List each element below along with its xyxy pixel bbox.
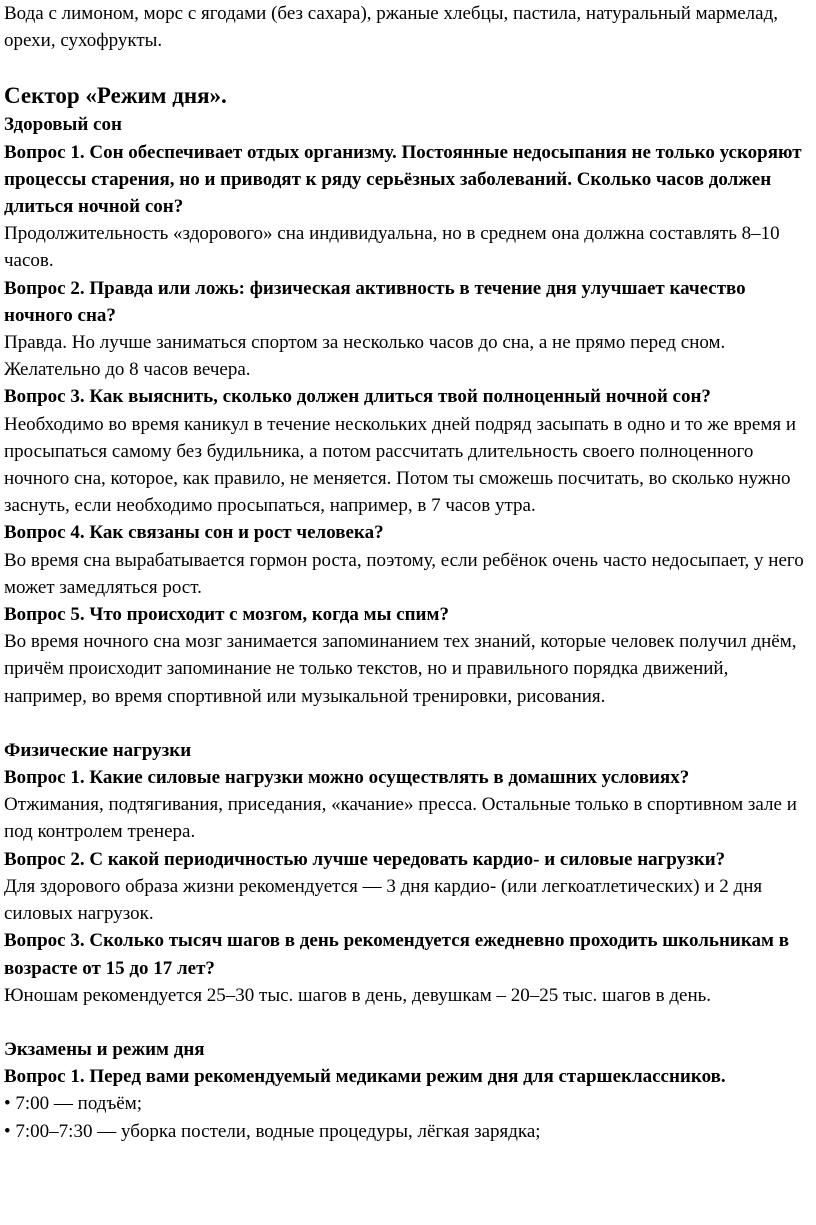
sleep-question-2: Вопрос 2. Правда или ложь: физическая активность в течение дня улучшает качество ночного сна?	[4, 277, 746, 326]
sleep-question-5: Вопрос 5. Что происходит с мозгом, когда мы спим?	[4, 604, 449, 626]
sleep-question-3: Вопрос 3. Как выяснить, сколько должен длиться твой полноценный ночной сон?	[4, 386, 711, 408]
schedule-item: • 7:00 — подъём;	[4, 1093, 143, 1115]
physical-answer-1: Отжимания, подтягивания, приседания, «качание» пресса. Остальные только в спортивном зале и под контролем тренера.	[4, 794, 797, 843]
sector-title: Сектор «Режим дня».	[4, 83, 227, 109]
sleep-answer-4: Во время сна вырабатывается гормон роста, поэтому, если ребёнок очень часто недосыпает, у него может замедляться рост.	[4, 549, 804, 598]
section-title-exams: Экзамены и режим дня	[4, 1038, 205, 1060]
physical-question-2: Вопрос 2. С какой периодичностью лучше чередовать кардио- и силовые нагрузки?	[4, 848, 726, 870]
section-title-physical: Физические нагрузки	[4, 739, 192, 761]
sleep-question-1: Вопрос 1. Сон обеспечивает отдых организму. Постоянные недосыпания не только ускоряют процессы старения, но и приводят к ряду серьёзных заболеваний. Сколько часов должен длиться ночной сон?	[4, 141, 802, 218]
sleep-answer-5: Во время ночного сна мозг занимается запоминанием тех знаний, которые человек получил днём, причём происходит запоминание не только текстов, но и правильного порядка движений, например, во время спортивной или музыкальной тренировки, рисования.	[4, 631, 797, 707]
schedule-item: • 7:00–7:30 — уборка постели, водные процедуры, лёгкая зарядка;	[4, 1120, 541, 1142]
physical-answer-3: Юношам рекомендуется 25–30 тыс. шагов в день, девушкам – 20–25 тыс. шагов в день.	[4, 984, 712, 1006]
physical-question-3: Вопрос 3. Сколько тысяч шагов в день рекомендуется ежедневно проходить школьникам в возрасте от 15 до 17 лет?	[4, 930, 789, 979]
sleep-answer-1: Продолжительность «здорового» сна индивидуальна, но в среднем она должна составлять 8–10 часов.	[4, 223, 780, 272]
sleep-question-4: Вопрос 4. Как связаны сон и рост человека?	[4, 522, 384, 544]
sleep-answer-2: Правда. Но лучше заниматься спортом за несколько часов до сна, а не прямо перед сном. Желательно до 8 часов вечера.	[4, 332, 726, 381]
sleep-answer-3: Необходимо во время каникул в течение нескольких дней подряд засыпать в одно и то же время и просыпаться самому без будильника, а потом рассчитать длительность своего полноценного ночного сна, которое, как правило, не меняется. Потом ты сможешь посчитать, во сколько нужно заснуть, если необходимо просыпаться, например, в 7 часов утра.	[4, 413, 797, 517]
physical-answer-2: Для здорового образа жизни рекомендуется — 3 дня кардио- (или легкоатлетических) и 2 дня силовых нагрузок.	[4, 875, 763, 925]
intro-paragraph: Вода с лимоном, морс с ягодами (без сахара), ржаные хлебцы, пастила, натуральный мармелад, орехи, сухофрукты.	[4, 3, 779, 52]
physical-question-1: Вопрос 1. Какие силовые нагрузки можно осуществлять в домашних условиях?	[4, 767, 690, 789]
exams-question-1: Вопрос 1. Перед вами рекомендуемый медиками режим дня для старшеклассников.	[4, 1066, 726, 1088]
section-title-sleep: Здоровый сон	[4, 114, 122, 136]
